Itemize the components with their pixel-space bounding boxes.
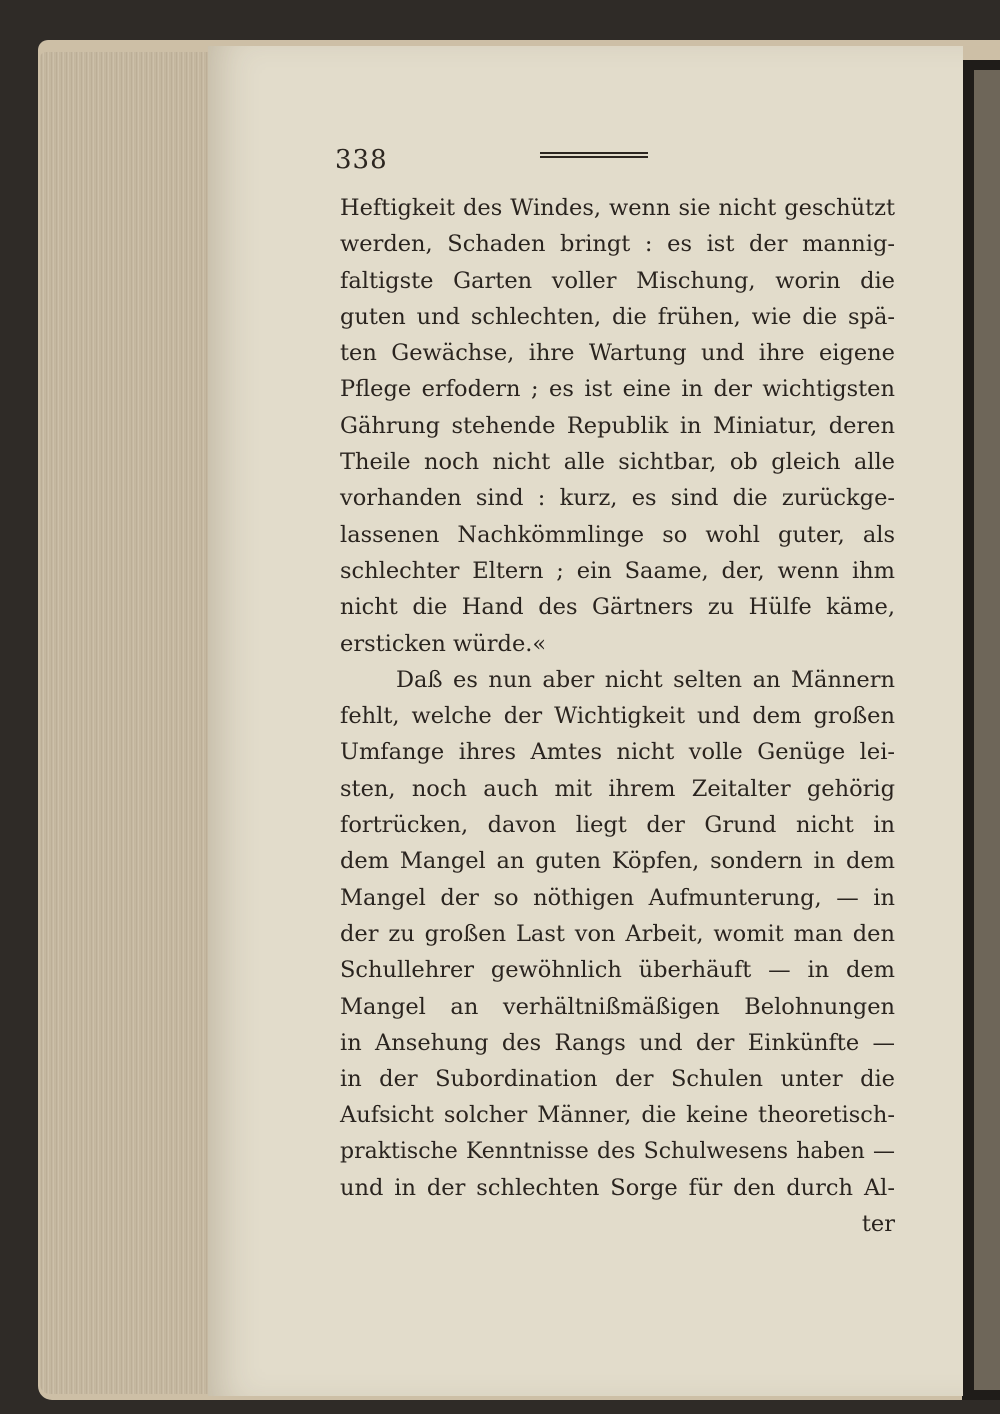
text-line: in der Subordination der Schulen unter die [340,1066,895,1093]
text-line: Theile noch nicht alle sichtbar, ob gleich alle [340,449,895,476]
header-rule [540,152,648,162]
text-line: werden, Schaden bringt : es ist der mannig- [340,231,895,258]
page-number: 338 [335,145,388,175]
text-line: ersticken würde.« [340,630,547,657]
text-line: fehlt, welche der Wichtigkeit und dem großen [340,703,895,730]
page-header [335,145,895,185]
text-line: vorhanden sind : kurz, es sind die zurückge- [340,485,895,512]
text-line: nicht die Hand des Gärtners zu Hülfe käme, [340,594,895,621]
text-line: Pflege erfodern ; es ist eine in der wichtigsten [340,376,895,403]
text-line: praktische Kenntnisse des Schulwesens haben — [340,1138,895,1164]
facing-page-edge [962,60,1000,1400]
text-line: sten, noch auch mit ihrem Zeitalter gehörig [340,775,895,802]
text-line: Schullehrer gewöhnlich überhäuft — in dem [340,957,895,984]
text-line: dem Mangel an guten Köpfen, sondern in dem [340,848,895,875]
text-line: Daß es nun aber nicht selten an Männern [396,666,895,693]
text-line: und in der schlechten Sorge für den durch Al- [340,1175,895,1202]
text-line: lassenen Nachkömmlinge so wohl guter, als [340,521,895,548]
text-line: Mangel an verhältnißmäßigen Belohnungen [340,993,895,1020]
catchword: ter [861,1211,895,1238]
text-line: Heftigkeit des Windes, wenn sie nicht geschützt [340,195,895,221]
page-edges [40,52,210,1394]
text-line: ten Gewächse, ihre Wartung und ihre eigene [340,340,895,367]
text-line: guten und schlechten, die frühen, wie die spä- [340,303,895,330]
text-line: schlechter Eltern ; ein Saame, der, wenn ihm [340,557,895,584]
text-line: in Ansehung des Rangs und der Einkünfte — [340,1029,895,1056]
body-text [340,190,895,1243]
text-line: Umfange ihres Amtes nicht volle Genüge lei- [340,739,895,766]
text-line: faltigste Garten voller Mischung, worin die [340,267,895,294]
text-line: der zu großen Last von Arbeit, womit man den [340,920,895,947]
text-line: Gährung stehende Republik in Miniatur, deren [340,412,895,439]
text-line: Aufsicht solcher Männer, die keine theoretisch- [340,1102,895,1129]
text-line: Mangel der so nöthigen Aufmunterung, — in [340,884,895,911]
text-line: fortrücken, davon liegt der Grund nicht in [340,812,895,839]
